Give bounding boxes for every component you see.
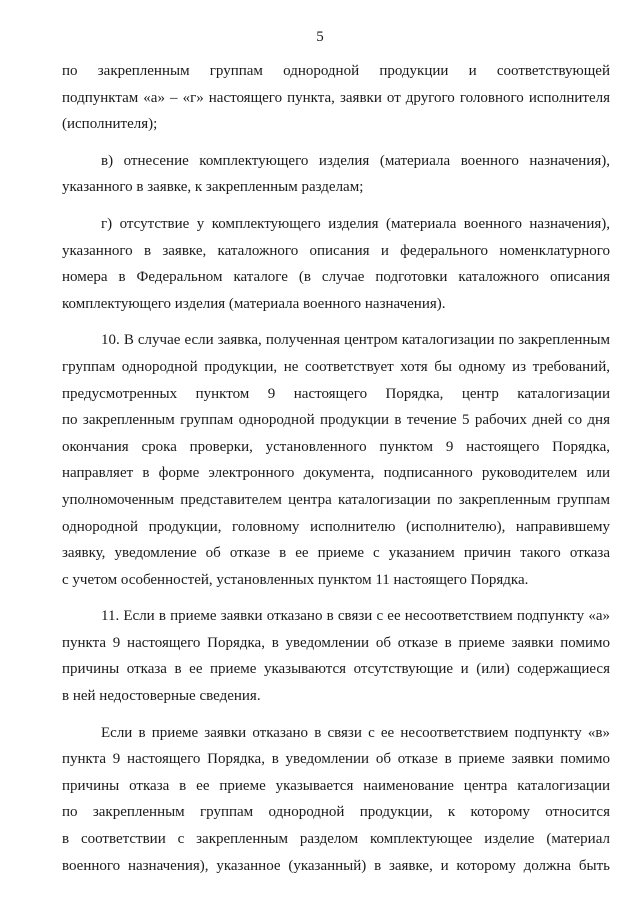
- text-line: причины отказа в ее приеме указывается наименование центра каталогизации: [62, 777, 610, 794]
- text-line: пункта 9 настоящего Порядка, в уведомлении об отказе в приеме заявки помимо: [62, 634, 610, 651]
- text-line: Если в приеме заявки отказано в связи с ее несоответствием подпункту «в»: [101, 724, 610, 741]
- text-line: в соответствии с закрепленным разделом комплектующее изделие (материал: [62, 831, 610, 848]
- paragraph-gap: [62, 201, 610, 211]
- text-line: по закрепленным группам однородной продукции и соответствующей: [62, 63, 610, 79]
- text-line: 10. В случае если заявка, полученная центром каталогизации по закрепленным: [101, 332, 610, 349]
- document-body: [62, 58, 610, 879]
- paragraph-gap: [62, 317, 610, 327]
- text-line: в ней недостоверные сведения.: [62, 688, 261, 705]
- text-line: по закрепленным группам однородной продукции в течение 5 рабочих дней со дня: [62, 412, 610, 429]
- text-line: уполномоченным представителем центра каталогизации по закрепленным группам: [62, 491, 610, 508]
- text-line: указанного в заявке, к закрепленным разделам;: [62, 179, 364, 196]
- paragraph-gap: [62, 710, 610, 720]
- text-line: комплектующего изделия (материала военного назначения).: [62, 295, 446, 312]
- text-line: указанного в заявке, каталожного описания и федерального номенклатурного: [62, 242, 610, 259]
- text-line: 11. Если в приеме заявки отказано в связи с ее несоответствием подпункту «а»: [101, 608, 610, 625]
- paragraph: [62, 148, 610, 201]
- paragraph-gap: [62, 138, 610, 148]
- paragraph: [62, 58, 610, 138]
- text-line: (исполнителя);: [62, 116, 158, 133]
- text-line: причины отказа в ее приеме указываются отсутствующие и (или) содержащиеся: [62, 661, 610, 678]
- text-line: г) отсутствие у комплектующего изделия (материала военного назначения),: [101, 215, 610, 232]
- text-line: по закрепленным группам однородной продукции, к которому относится: [62, 804, 610, 821]
- paragraph-gap: [62, 593, 610, 603]
- text-line: окончания срока проверки, установленного пунктом 9 настоящего Порядка,: [62, 438, 610, 455]
- text-line: с учетом особенностей, установленных пунктом 11 настоящего Порядка.: [62, 571, 529, 588]
- text-line: в) отнесение комплектующего изделия (материала военного назначения),: [101, 152, 610, 169]
- paragraph: [62, 603, 610, 709]
- paragraph: [62, 211, 610, 317]
- text-line: предусмотренных пунктом 9 настоящего Порядка, центр каталогизации: [62, 385, 610, 402]
- text-line: однородной продукции, головному исполнителю (исполнителю), направившему: [62, 518, 610, 535]
- text-line: военного назначения), указанное (указанный) в заявке, и которому должна быть: [62, 857, 610, 874]
- text-line: направляет в форме электронного документа, подписанного руководителем или: [62, 465, 610, 482]
- paragraph: [62, 327, 610, 593]
- paragraph: [62, 720, 610, 880]
- text-line: группам однородной продукции, не соответствует хотя бы одному из требований,: [62, 358, 610, 375]
- page-number: 5: [316, 29, 324, 45]
- text-line: пункта 9 настоящего Порядка, в уведомлении об отказе в приеме заявки помимо: [62, 751, 610, 768]
- text-line: номера в Федеральном каталоге (в случае подготовки каталожного описания: [62, 269, 610, 286]
- text-line: подпунктам «а» – «г» настоящего пункта, заявки от другого головного исполнителя: [62, 89, 610, 106]
- text-line: заявку, уведомление об отказе в ее приеме с указанием причин такого отказа: [62, 545, 610, 562]
